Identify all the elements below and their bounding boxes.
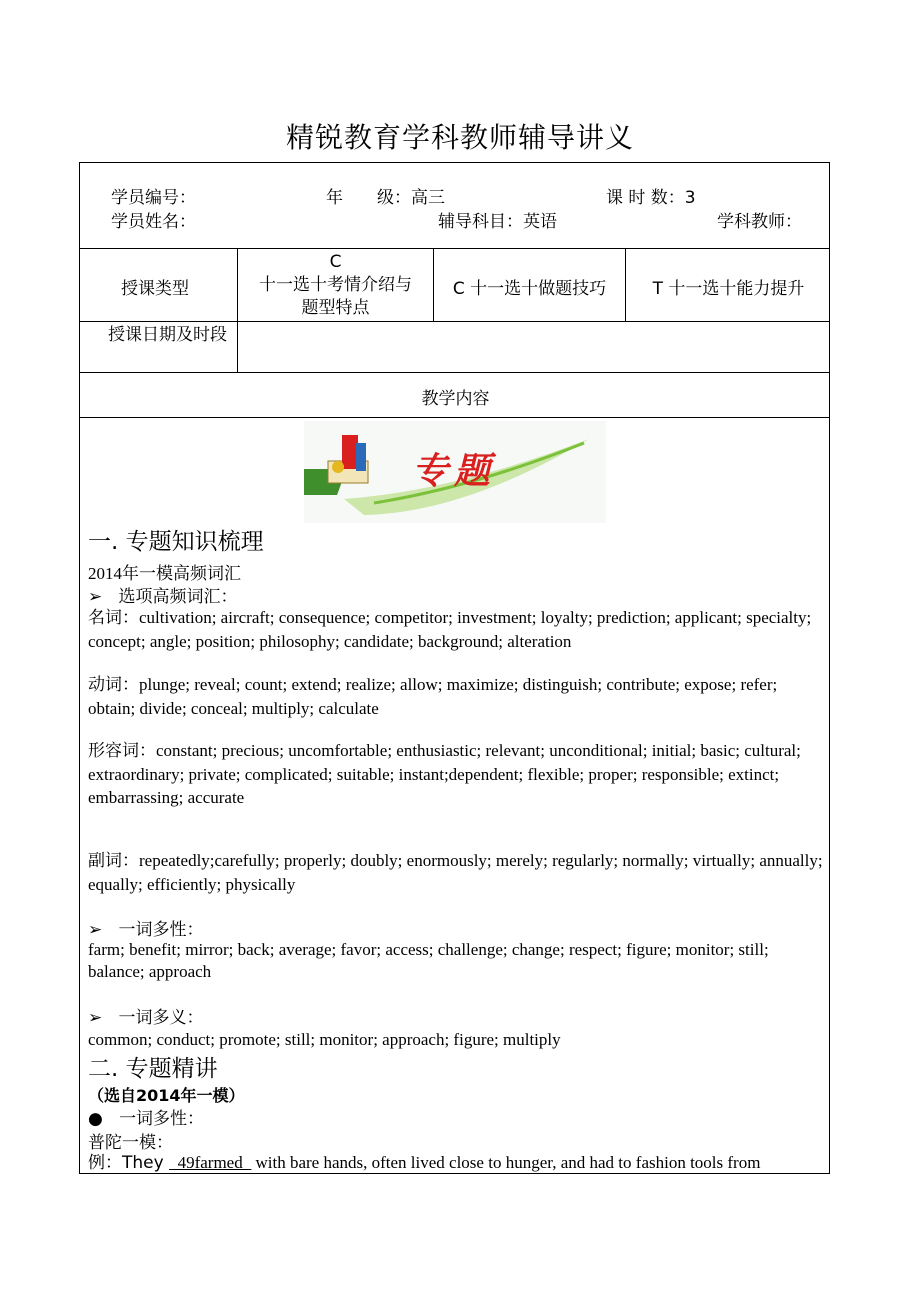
- multi-pos-words: farm; benefit; mirror; back; average; favor; access; challenge; change; respect; figure; monitor; still; balance; approach: [88, 940, 769, 981]
- example-rest: with bare hands, often lived close to hunger, and had to fashion tools from: [251, 1153, 761, 1172]
- adv-label: 副词：: [88, 851, 139, 871]
- verb-block: [88, 673, 823, 720]
- verb-words: plunge; reveal; count; extend; realize; allow; maximize; distinguish; contribute; expose; refer; obtain; divide; conceal; multiply; calculate: [88, 675, 778, 718]
- course-type-label: 授课类型: [121, 279, 189, 299]
- bullet-label: 一词多性：: [119, 1109, 205, 1129]
- content-label: 教学内容: [421, 389, 490, 409]
- example-prefix: 例：They: [88, 1153, 170, 1173]
- date-label: 授课日期及时段: [108, 325, 227, 345]
- course-type-1: [238, 251, 433, 320]
- course-type-3: T 十一选十能力提升: [652, 279, 805, 299]
- arrow-icon: ➢: [88, 1008, 103, 1028]
- adv-words: repeatedly;carefully; properly; doubly; enormously; merely; regularly; normally; virtually; annually; equally; efficiently; physically: [88, 851, 823, 894]
- adj-label: 形容词：: [88, 741, 156, 761]
- student-name-label: 学员姓名：: [111, 212, 196, 232]
- section1-sub: 2014年一模高频词汇: [88, 564, 241, 583]
- multi-meaning-label: 一词多义：: [118, 1008, 204, 1028]
- row-divider: [80, 417, 829, 418]
- multi-meaning-words: common; conduct; promote; still; monitor; approach; figure; multiply: [88, 1030, 561, 1049]
- bullet-item: [88, 1104, 204, 1129]
- student-id-label: 学员编号：: [111, 188, 196, 208]
- adj-block: [88, 739, 823, 809]
- options-label: 选项高频词汇：: [118, 587, 238, 607]
- lesson-table: [79, 162, 830, 1174]
- row-divider: [80, 372, 829, 373]
- subject-label: 辅导科目：英语: [438, 212, 557, 232]
- example-answer: _49farmed_: [169, 1153, 252, 1172]
- multi-pos-label: 一词多性：: [118, 920, 204, 940]
- multi-meaning-item: [88, 1003, 203, 1028]
- section2-heading: 二. 专题精讲: [88, 1056, 218, 1082]
- course-type-2: C 十一选十做题技巧: [452, 279, 607, 299]
- hours-label: 课 时 数：3: [606, 188, 696, 208]
- noun-block: [88, 606, 823, 653]
- example-line: [88, 1151, 823, 1174]
- noun-words: cultivation; aircraft; consequence; competitor; investment; loyalty; prediction; applicant; specialty; concept; angle; position; philosophy; candidate; background; alteration: [88, 608, 812, 651]
- section1-heading: 一. 专题知识梳理: [88, 529, 264, 555]
- noun-label: 名词：: [88, 608, 139, 628]
- topic-banner: [304, 421, 606, 523]
- arrow-icon: ➢: [88, 920, 103, 940]
- adv-block: [88, 849, 823, 896]
- course-type-1-letter: C: [329, 252, 342, 272]
- multi-pos-item: [88, 915, 203, 940]
- row-divider: [80, 321, 829, 322]
- section2-source: （选自2014年一模）: [88, 1086, 245, 1105]
- verb-label: 动词：: [88, 675, 139, 695]
- document-title: 精锐教育学科教师辅导讲义: [285, 121, 634, 154]
- arrow-icon: ➢: [88, 587, 103, 607]
- grade-label: 年 级：高三: [326, 188, 445, 208]
- row-divider: [80, 248, 829, 249]
- course-type-1-text: 十一选十考情介绍与题型特点: [259, 275, 412, 318]
- adj-words-1: constant; precious; uncomfortable; enthusiastic; relevant; unconditional; initial; basic; cultural;: [156, 741, 801, 760]
- bullet-icon: ●: [88, 1109, 103, 1129]
- teacher-label: 学科教师：: [717, 212, 802, 232]
- school-label: 普陀一模：: [88, 1133, 173, 1153]
- banner-text: 专题: [412, 450, 497, 492]
- options-item: [88, 582, 237, 607]
- adj-words-2: extraordinary; private; complicated; suitable; instant;dependent; flexible; proper; responsible; extinct; embarrassing; accurate: [88, 765, 780, 807]
